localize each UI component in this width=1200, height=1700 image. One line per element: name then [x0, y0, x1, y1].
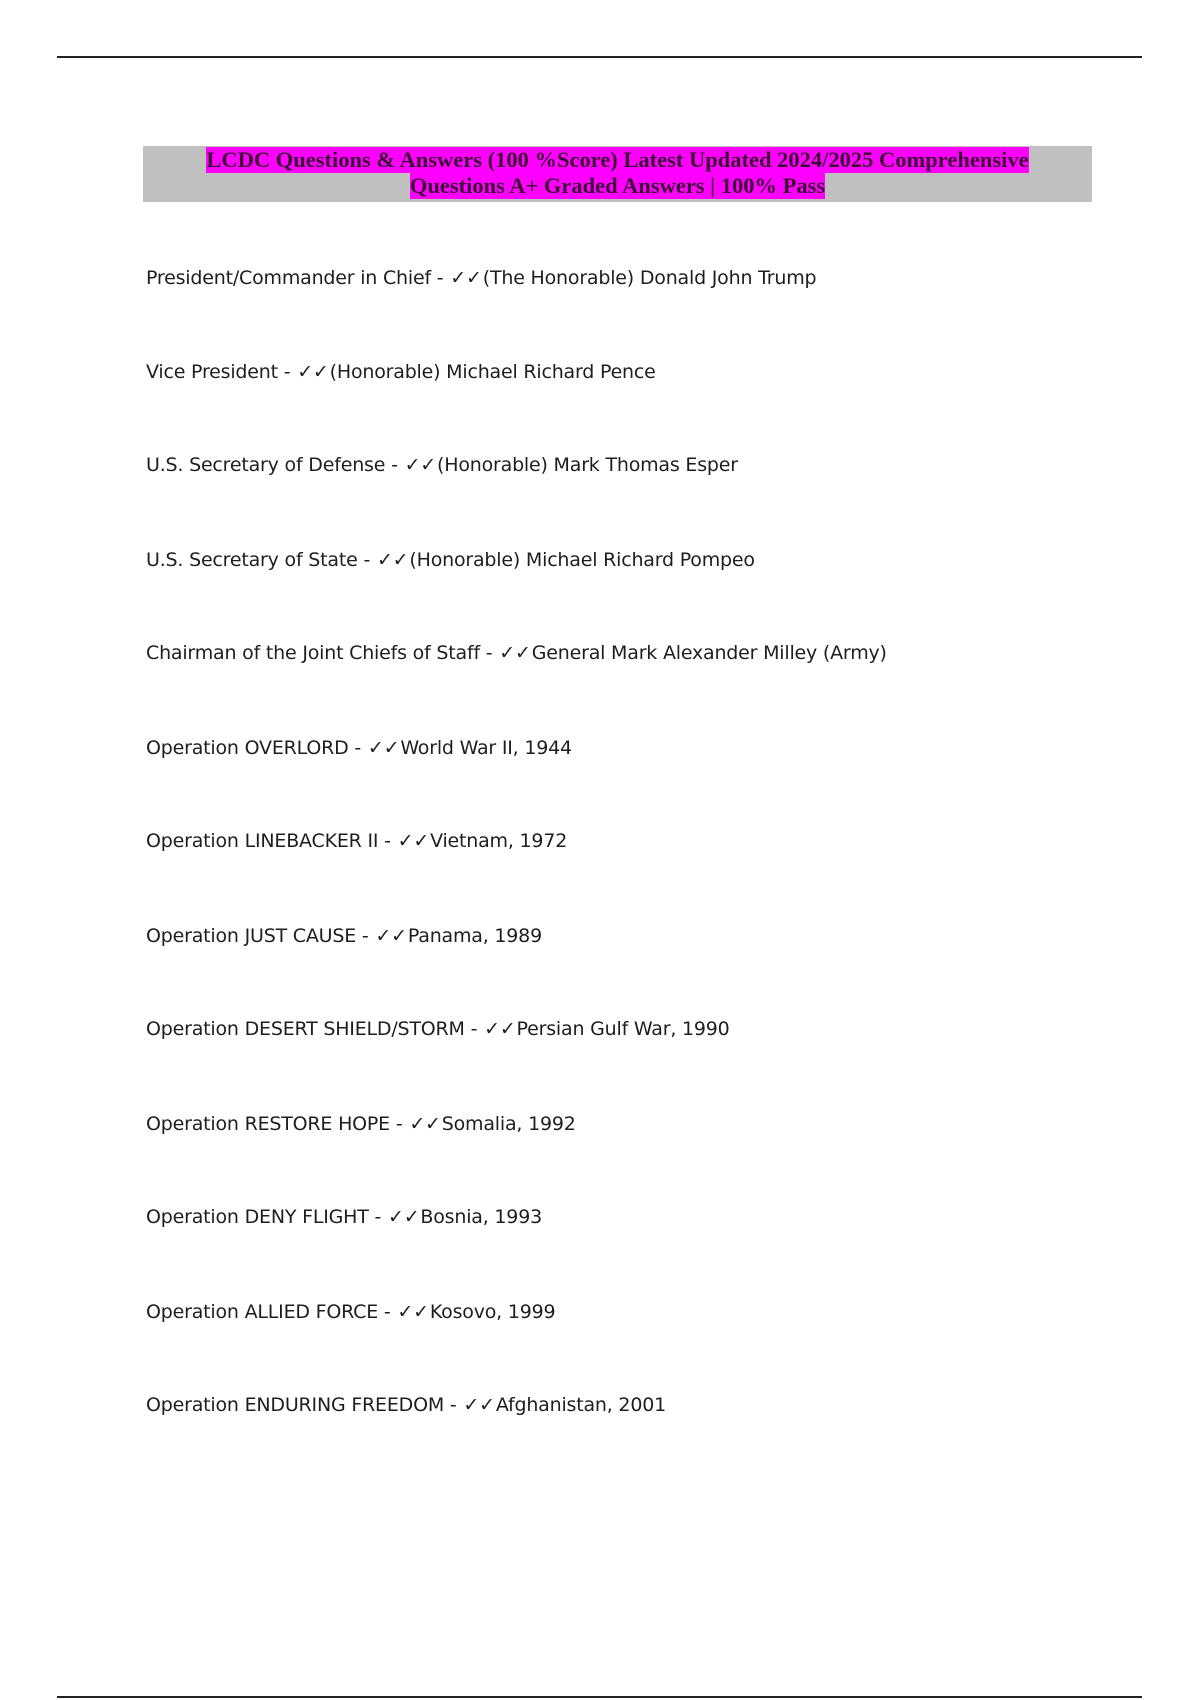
qa-question: Operation DENY FLIGHT -: [146, 1206, 387, 1228]
qa-answer: (The Honorable) Donald John Trump: [482, 267, 817, 289]
double-check-icon: ✓✓: [409, 1113, 441, 1135]
double-check-icon: ✓✓: [404, 454, 437, 476]
qa-item: [146, 1112, 576, 1136]
qa-item: [146, 1393, 666, 1417]
qa-question: Vice President -: [146, 361, 297, 383]
qa-answer: (Honorable) Michael Richard Pence: [329, 361, 656, 383]
top-rule: [57, 56, 1142, 58]
qa-question: Operation ENDURING FREEDOM -: [146, 1394, 463, 1416]
qa-item: [146, 548, 755, 572]
double-check-icon: ✓✓: [484, 1018, 516, 1040]
title-line-2: Questions A+ Graded Answers | 100% Pass: [409, 173, 826, 198]
title-line-2-wrap: [143, 173, 1092, 199]
qa-question: U.S. Secretary of State -: [146, 549, 376, 571]
bottom-rule: [57, 1696, 1142, 1698]
qa-item: [146, 924, 542, 948]
qa-item: [146, 1300, 555, 1324]
qa-item: [146, 829, 567, 853]
document-title: [143, 146, 1092, 202]
qa-item: [146, 453, 738, 477]
double-check-icon: ✓✓: [450, 267, 482, 289]
title-line-1-wrap: [143, 147, 1092, 173]
qa-answer: Vietnam, 1972: [430, 830, 568, 852]
qa-question: Operation DESERT SHIELD/STORM -: [146, 1018, 484, 1040]
double-check-icon: ✓✓: [376, 549, 409, 571]
qa-question: Operation ALLIED FORCE -: [146, 1301, 397, 1323]
qa-item: [146, 736, 572, 760]
qa-item: [146, 360, 656, 384]
qa-question: Operation JUST CAUSE -: [146, 925, 375, 947]
qa-answer: World War II, 1944: [400, 737, 572, 759]
qa-answer: (Honorable) Michael Richard Pompeo: [409, 549, 755, 571]
double-check-icon: ✓✓: [387, 1206, 420, 1228]
double-check-icon: ✓✓: [463, 1394, 495, 1416]
qa-question: Operation RESTORE HOPE -: [146, 1113, 409, 1135]
qa-answer: (Honorable) Mark Thomas Esper: [437, 454, 738, 476]
qa-answer: Somalia, 1992: [441, 1113, 576, 1135]
qa-answer: Persian Gulf War, 1990: [516, 1018, 730, 1040]
qa-answer: Kosovo, 1999: [429, 1301, 556, 1323]
qa-answer: Panama, 1989: [407, 925, 542, 947]
qa-answer: Afghanistan, 2001: [495, 1394, 666, 1416]
double-check-icon: ✓✓: [297, 361, 329, 383]
double-check-icon: ✓✓: [499, 642, 531, 664]
qa-question: Operation LINEBACKER II -: [146, 830, 397, 852]
qa-answer: Bosnia, 1993: [420, 1206, 542, 1228]
double-check-icon: ✓✓: [397, 830, 430, 852]
qa-item: [146, 1017, 730, 1041]
qa-question: Chairman of the Joint Chiefs of Staff -: [146, 642, 499, 664]
double-check-icon: ✓✓: [397, 1301, 429, 1323]
double-check-icon: ✓✓: [375, 925, 407, 947]
qa-question: U.S. Secretary of Defense -: [146, 454, 404, 476]
qa-question: President/Commander in Chief -: [146, 267, 450, 289]
qa-question: Operation OVERLORD -: [146, 737, 367, 759]
qa-item: [146, 1205, 542, 1229]
qa-item: [146, 266, 816, 290]
qa-answer: General Mark Alexander Milley (Army): [531, 642, 887, 664]
title-line-1: LCDC Questions & Answers (100 %Score) Latest Updated 2024/2025 Comprehensive: [206, 147, 1029, 172]
qa-item: [146, 641, 887, 665]
double-check-icon: ✓✓: [367, 737, 400, 759]
